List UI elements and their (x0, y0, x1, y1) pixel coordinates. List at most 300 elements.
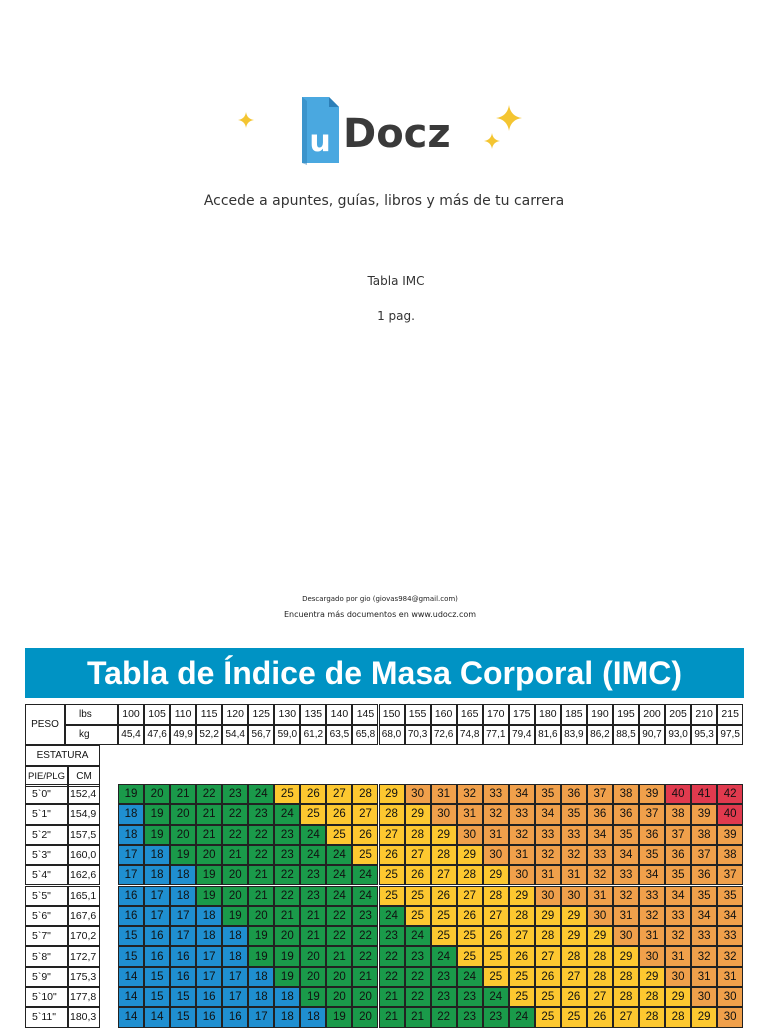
bmi-cell: 18 (170, 865, 196, 885)
kg-value: 63,5 (326, 725, 352, 746)
bmi-cell: 26 (431, 886, 457, 906)
bmi-cell: 27 (535, 946, 561, 966)
bmi-cell: 37 (691, 845, 717, 865)
bmi-cell: 23 (300, 886, 326, 906)
bmi-cell: 19 (144, 825, 170, 845)
height-cm: 180,3 (68, 1007, 100, 1027)
bmi-cell: 16 (170, 967, 196, 987)
bmi-cell: 24 (248, 784, 274, 804)
bmi-cell: 18 (144, 865, 170, 885)
bmi-cell: 28 (405, 825, 431, 845)
bmi-cell: 35 (665, 865, 691, 885)
bmi-cell: 30 (691, 987, 717, 1007)
bmi-cell: 31 (717, 967, 743, 987)
bmi-cell: 18 (222, 946, 248, 966)
bmi-cell: 22 (326, 926, 352, 946)
bmi-cell: 16 (144, 926, 170, 946)
bmi-cell: 28 (639, 1007, 665, 1027)
height-feet: 5`4" (25, 865, 68, 885)
udocz-logo (299, 95, 469, 167)
bmi-cell: 30 (717, 1007, 743, 1027)
bmi-cell: 23 (222, 784, 248, 804)
bmi-cell: 37 (665, 825, 691, 845)
bmi-cell: 25 (326, 825, 352, 845)
bmi-cell: 37 (587, 784, 613, 804)
bmi-cell: 17 (222, 987, 248, 1007)
bmi-cell: 24 (300, 845, 326, 865)
cm-label: CM (68, 766, 100, 787)
bmi-cell: 39 (717, 825, 743, 845)
bmi-cell: 30 (639, 946, 665, 966)
bmi-cell: 30 (457, 825, 483, 845)
bmi-cell: 24 (352, 886, 378, 906)
height-feet: 5`3" (25, 845, 68, 865)
tagline: Accede a apuntes, guías, libros y más de tu carrera (203, 193, 565, 209)
find-more-note: Encuentra más documentos en www.udocz.com (283, 610, 477, 619)
bmi-cell: 17 (170, 926, 196, 946)
bmi-cell: 15 (118, 926, 144, 946)
bmi-cell: 37 (717, 865, 743, 885)
bmi-cell: 29 (483, 865, 509, 885)
bmi-cell: 21 (196, 825, 222, 845)
bmi-cell: 29 (431, 825, 457, 845)
bmi-cell: 30 (717, 987, 743, 1007)
height-feet: 5`7" (25, 926, 68, 946)
bmi-cell: 37 (639, 804, 665, 824)
bmi-cell: 19 (326, 1007, 352, 1027)
bmi-cell: 22 (379, 967, 405, 987)
kg-value: 88,5 (613, 725, 639, 746)
bmi-cell: 28 (379, 804, 405, 824)
bmi-cell: 33 (535, 825, 561, 845)
bmi-cell: 18 (118, 825, 144, 845)
bmi-cell: 27 (613, 1007, 639, 1027)
bmi-cell: 20 (300, 967, 326, 987)
bmi-cell: 23 (431, 987, 457, 1007)
lbs-label: lbs (65, 704, 118, 725)
bmi-cell: 16 (118, 886, 144, 906)
bmi-cell: 22 (326, 906, 352, 926)
bmi-cell: 31 (431, 784, 457, 804)
bmi-cell: 22 (222, 825, 248, 845)
bmi-cell: 30 (405, 784, 431, 804)
bmi-cell: 31 (639, 926, 665, 946)
bmi-cell: 16 (144, 946, 170, 966)
bmi-cell: 22 (196, 784, 222, 804)
bmi-cell: 21 (352, 967, 378, 987)
bmi-cell: 38 (665, 804, 691, 824)
svg-text:Docz: Docz (343, 111, 451, 157)
bmi-cell: 25 (379, 865, 405, 885)
lbs-value: 120 (222, 704, 248, 725)
lbs-value: 195 (613, 704, 639, 725)
bmi-cell: 28 (561, 946, 587, 966)
bmi-cell: 38 (613, 784, 639, 804)
bmi-cell: 21 (326, 946, 352, 966)
height-cm: 157,5 (68, 825, 100, 845)
lbs-value: 130 (274, 704, 300, 725)
bmi-cell: 30 (665, 967, 691, 987)
bmi-cell: 25 (509, 967, 535, 987)
bmi-cell: 34 (535, 804, 561, 824)
lbs-value: 155 (405, 704, 431, 725)
bmi-cell: 15 (144, 967, 170, 987)
bmi-cell: 35 (561, 804, 587, 824)
kg-label: kg (65, 725, 118, 746)
bmi-cell: 17 (248, 1007, 274, 1027)
svg-text:u: u (309, 124, 331, 159)
bmi-cell: 38 (691, 825, 717, 845)
bmi-cell: 31 (561, 865, 587, 885)
bmi-cell: 25 (457, 926, 483, 946)
bmi-cell: 26 (405, 865, 431, 885)
bmi-cell: 23 (457, 987, 483, 1007)
bmi-cell: 27 (379, 825, 405, 845)
bmi-cell: 35 (717, 886, 743, 906)
bmi-cell: 25 (300, 804, 326, 824)
lbs-value: 150 (379, 704, 405, 725)
bmi-cell: 31 (691, 967, 717, 987)
bmi-cell: 23 (352, 906, 378, 926)
bmi-cell: 22 (248, 825, 274, 845)
bmi-cell: 26 (457, 906, 483, 926)
bmi-cell: 26 (483, 926, 509, 946)
bmi-cell: 26 (379, 845, 405, 865)
bmi-cell: 17 (144, 906, 170, 926)
lbs-value: 125 (248, 704, 274, 725)
bmi-cell: 36 (691, 865, 717, 885)
bmi-cell: 41 (691, 784, 717, 804)
bmi-cell: 21 (405, 1007, 431, 1027)
bmi-cell: 18 (170, 886, 196, 906)
height-cm: 162,6 (68, 865, 100, 885)
lbs-value: 170 (483, 704, 509, 725)
bmi-cell: 34 (665, 886, 691, 906)
bmi-cell: 29 (535, 906, 561, 926)
bmi-cell: 26 (326, 804, 352, 824)
bmi-cell: 25 (483, 946, 509, 966)
bmi-cell: 20 (326, 987, 352, 1007)
bmi-cell: 35 (691, 886, 717, 906)
bmi-cell: 34 (587, 825, 613, 845)
bmi-cell: 32 (535, 845, 561, 865)
lbs-value: 165 (457, 704, 483, 725)
bmi-cell: 35 (535, 784, 561, 804)
bmi-cell: 26 (509, 946, 535, 966)
bmi-cell: 29 (509, 886, 535, 906)
height-cm: 175,3 (68, 967, 100, 987)
bmi-cell: 20 (352, 987, 378, 1007)
bmi-cell: 42 (717, 784, 743, 804)
kg-value: 72,6 (431, 725, 457, 746)
lbs-value: 175 (509, 704, 535, 725)
bmi-cell: 21 (248, 865, 274, 885)
lbs-value: 145 (352, 704, 378, 725)
kg-value: 52,2 (196, 725, 222, 746)
bmi-cell: 34 (717, 906, 743, 926)
bmi-cell: 18 (300, 1007, 326, 1027)
bmi-cell: 34 (639, 865, 665, 885)
bmi-cell: 29 (587, 926, 613, 946)
bmi-cell: 38 (717, 845, 743, 865)
bmi-cell: 31 (613, 906, 639, 926)
bmi-cell: 25 (457, 946, 483, 966)
bmi-cell: 25 (509, 987, 535, 1007)
bmi-cell: 33 (561, 825, 587, 845)
bmi-cell: 26 (535, 967, 561, 987)
height-feet: 5`11" (25, 1007, 68, 1027)
bmi-cell: 19 (144, 804, 170, 824)
bmi-cell: 30 (431, 804, 457, 824)
bmi-cell: 26 (352, 825, 378, 845)
kg-value: 70,3 (405, 725, 431, 746)
bmi-cell: 21 (300, 926, 326, 946)
bmi-cell: 19 (274, 946, 300, 966)
kg-value: 81,6 (535, 725, 561, 746)
lbs-value: 205 (665, 704, 691, 725)
bmi-cell: 22 (222, 804, 248, 824)
bmi-cell: 22 (405, 987, 431, 1007)
bmi-cell: 27 (352, 804, 378, 824)
bmi-cell: 23 (457, 1007, 483, 1027)
height-feet: 5`6" (25, 906, 68, 926)
bmi-cell: 27 (509, 926, 535, 946)
bmi-cell: 30 (613, 926, 639, 946)
lbs-value: 200 (639, 704, 665, 725)
bmi-cell: 25 (535, 1007, 561, 1027)
bmi-cell: 26 (561, 987, 587, 1007)
bmi-cell: 24 (300, 825, 326, 845)
bmi-cell: 24 (405, 926, 431, 946)
height-feet: 5`10" (25, 987, 68, 1007)
bmi-cell: 26 (587, 1007, 613, 1027)
bmi-cell: 32 (457, 784, 483, 804)
bmi-cell: 36 (613, 804, 639, 824)
bmi-cell: 25 (535, 987, 561, 1007)
bmi-cell: 14 (118, 1007, 144, 1027)
bmi-cell: 19 (170, 845, 196, 865)
bmi-cell: 25 (352, 845, 378, 865)
bmi-cell: 25 (379, 886, 405, 906)
bmi-cell: 23 (300, 865, 326, 885)
height-cm: 165,1 (68, 886, 100, 906)
height-cm: 170,2 (68, 926, 100, 946)
bmi-cell: 33 (613, 865, 639, 885)
bmi-cell: 29 (639, 967, 665, 987)
height-cm: 154,9 (68, 804, 100, 824)
lbs-value: 115 (196, 704, 222, 725)
bmi-cell: 29 (379, 784, 405, 804)
bmi-cell: 21 (248, 886, 274, 906)
bmi-cell: 39 (639, 784, 665, 804)
bmi-cell: 19 (222, 906, 248, 926)
kg-value: 97,5 (717, 725, 743, 746)
bmi-cell: 30 (483, 845, 509, 865)
bmi-cell: 27 (431, 865, 457, 885)
lbs-value: 105 (144, 704, 170, 725)
bmi-cell: 28 (457, 865, 483, 885)
bmi-cell: 31 (535, 865, 561, 885)
bmi-cell: 32 (587, 865, 613, 885)
bmi-cell: 35 (613, 825, 639, 845)
bmi-cell: 33 (639, 886, 665, 906)
document-title: Tabla IMC (367, 274, 425, 288)
bmi-cell: 15 (170, 987, 196, 1007)
bmi-cell: 17 (144, 886, 170, 906)
lbs-value: 135 (300, 704, 326, 725)
bmi-cell: 33 (691, 926, 717, 946)
bmi-cell: 18 (196, 906, 222, 926)
height-cm: 172,7 (68, 946, 100, 966)
kg-value: 45,4 (118, 725, 144, 746)
height-feet: 5`0" (25, 784, 68, 804)
bmi-cell: 21 (300, 906, 326, 926)
bmi-cell: 28 (509, 906, 535, 926)
kg-value: 95,3 (691, 725, 717, 746)
height-cm: 160,0 (68, 845, 100, 865)
bmi-cell: 36 (587, 804, 613, 824)
bmi-cell: 18 (144, 845, 170, 865)
kg-value: 47,6 (144, 725, 170, 746)
bmi-cell: 22 (274, 865, 300, 885)
kg-value: 90,7 (639, 725, 665, 746)
lbs-value: 190 (587, 704, 613, 725)
kg-value: 56,7 (248, 725, 274, 746)
bmi-cell: 24 (379, 906, 405, 926)
bmi-cell: 29 (457, 845, 483, 865)
bmi-cell: 19 (248, 926, 274, 946)
bmi-cell: 17 (118, 865, 144, 885)
bmi-cell: 20 (248, 906, 274, 926)
kg-value: 49,9 (170, 725, 196, 746)
bmi-cell: 32 (717, 946, 743, 966)
table-title-banner: Tabla de Índice de Masa Corporal (IMC) (25, 648, 744, 698)
kg-value: 59,0 (274, 725, 300, 746)
bmi-cell: 30 (509, 865, 535, 885)
bmi-cell: 20 (222, 886, 248, 906)
bmi-cell: 33 (483, 784, 509, 804)
bmi-cell: 28 (587, 946, 613, 966)
bmi-cell: 23 (483, 1007, 509, 1027)
bmi-cell: 29 (561, 926, 587, 946)
bmi-cell: 19 (274, 967, 300, 987)
bmi-cell: 31 (483, 825, 509, 845)
bmi-cell: 20 (170, 804, 196, 824)
kg-value: 79,4 (509, 725, 535, 746)
bmi-cell: 28 (665, 1007, 691, 1027)
pie-label: PIE/PLG (25, 766, 68, 787)
bmi-cell: 29 (665, 987, 691, 1007)
bmi-cell: 28 (613, 967, 639, 987)
bmi-cell: 32 (691, 946, 717, 966)
height-cm: 177,8 (68, 987, 100, 1007)
bmi-cell: 25 (431, 926, 457, 946)
bmi-cell: 17 (170, 906, 196, 926)
downloaded-by-note: Descargado por gio (giovas984@gmail.com) (302, 595, 458, 603)
lbs-value: 100 (118, 704, 144, 725)
bmi-cell: 21 (274, 906, 300, 926)
bmi-cell: 19 (118, 784, 144, 804)
document-page-count: 1 pag. (377, 309, 415, 323)
bmi-cell: 28 (431, 845, 457, 865)
bmi-cell: 16 (196, 1007, 222, 1027)
bmi-cell: 32 (665, 926, 691, 946)
height-cm: 167,6 (68, 906, 100, 926)
bmi-cell: 24 (274, 804, 300, 824)
bmi-cell: 25 (431, 906, 457, 926)
bmi-cell: 21 (222, 845, 248, 865)
bmi-cell: 22 (274, 886, 300, 906)
kg-value: 93,0 (665, 725, 691, 746)
bmi-cell: 30 (535, 886, 561, 906)
bmi-cell: 27 (587, 987, 613, 1007)
bmi-cell: 29 (405, 804, 431, 824)
bmi-cell: 33 (717, 926, 743, 946)
bmi-cell: 28 (483, 886, 509, 906)
bmi-cell: 19 (196, 865, 222, 885)
bmi-cell: 19 (196, 886, 222, 906)
bmi-cell: 22 (352, 926, 378, 946)
bmi-cell: 18 (118, 804, 144, 824)
bmi-cell: 31 (665, 946, 691, 966)
height-cm: 152,4 (68, 784, 100, 804)
bmi-cell: 40 (665, 784, 691, 804)
bmi-cell: 23 (274, 825, 300, 845)
bmi-cell: 22 (431, 1007, 457, 1027)
bmi-cell: 33 (509, 804, 535, 824)
kg-value: 77,1 (483, 725, 509, 746)
bmi-cell: 33 (665, 906, 691, 926)
bmi-cell: 35 (639, 845, 665, 865)
kg-value: 68,0 (379, 725, 405, 746)
bmi-cell: 19 (300, 987, 326, 1007)
kg-value: 74,8 (457, 725, 483, 746)
bmi-cell: 24 (457, 967, 483, 987)
bmi-cell: 36 (561, 784, 587, 804)
bmi-cell: 14 (118, 987, 144, 1007)
bmi-cell: 20 (352, 1007, 378, 1027)
bmi-cell: 27 (483, 906, 509, 926)
bmi-cell: 16 (196, 987, 222, 1007)
bmi-cell: 23 (274, 845, 300, 865)
bmi-cell: 30 (587, 906, 613, 926)
lbs-value: 180 (535, 704, 561, 725)
bmi-cell: 36 (639, 825, 665, 845)
height-feet: 5`1" (25, 804, 68, 824)
bmi-cell: 24 (509, 1007, 535, 1027)
kg-value: 54,4 (222, 725, 248, 746)
bmi-cell: 22 (379, 946, 405, 966)
bmi-cell: 23 (431, 967, 457, 987)
bmi-cell: 31 (457, 804, 483, 824)
bmi-cell: 23 (379, 926, 405, 946)
bmi-cell: 22 (352, 946, 378, 966)
bmi-cell: 19 (248, 946, 274, 966)
bmi-cell: 16 (170, 946, 196, 966)
bmi-cell: 27 (405, 845, 431, 865)
bmi-cell: 18 (248, 987, 274, 1007)
bmi-cell: 31 (509, 845, 535, 865)
bmi-cell: 16 (118, 906, 144, 926)
lbs-value: 110 (170, 704, 196, 725)
estatura-label: ESTATURA (25, 745, 100, 766)
bmi-cell: 24 (352, 865, 378, 885)
bmi-cell: 27 (326, 784, 352, 804)
bmi-cell: 24 (483, 987, 509, 1007)
bmi-cell: 20 (170, 825, 196, 845)
bmi-cell: 32 (613, 886, 639, 906)
bmi-cell: 27 (457, 886, 483, 906)
